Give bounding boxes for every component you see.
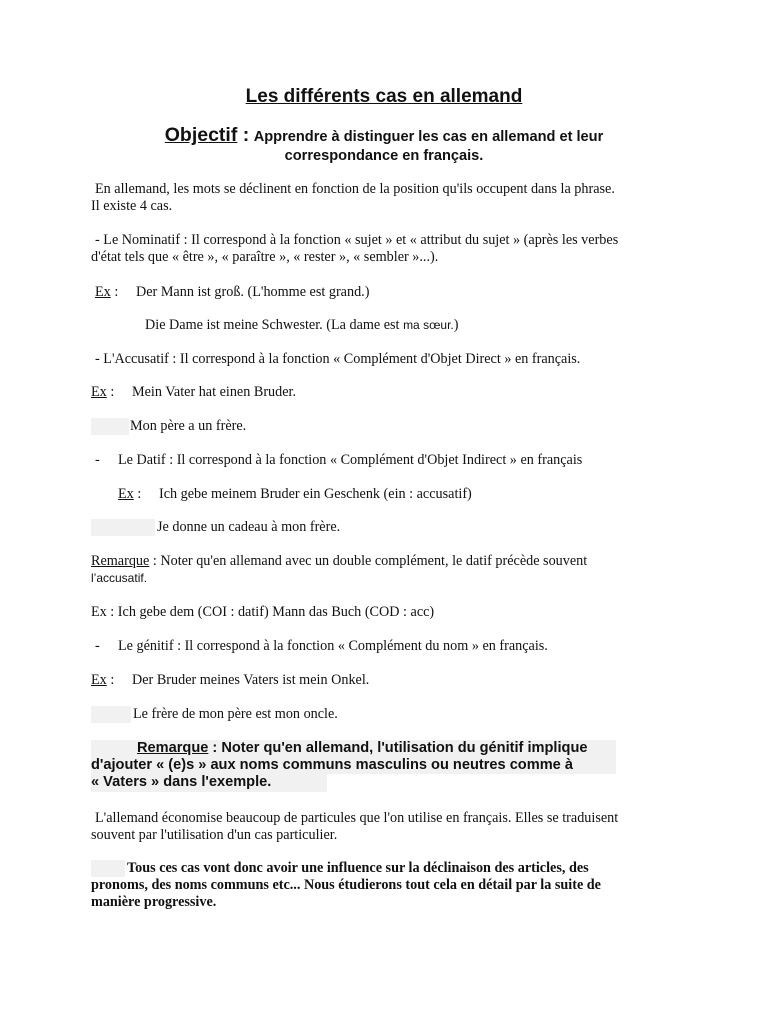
genitif-example-2: Le frère de mon père est mon oncle.	[133, 706, 338, 722]
genitif-dash: -	[95, 638, 100, 654]
ex-label: Ex	[95, 284, 111, 300]
ex-label: Ex	[91, 384, 107, 400]
objective-line-1	[0, 124, 768, 147]
genitif-example-1: Der Bruder meines Vaters ist mein Onkel.	[132, 672, 370, 688]
accusatif-example-2: Mon père a un frère.	[130, 418, 247, 434]
accusatif-line: - L'Accusatif : Il correspond à la fonction « Complément d'Objet Direct » en français.	[95, 351, 581, 367]
remarque-2-line-1	[91, 740, 631, 757]
nominatif-example-2-close: )	[453, 317, 459, 333]
nominatif-line-2: d'état tels que « être », « paraître », « rester », « sembler »...).	[91, 249, 439, 265]
datif-example-label	[118, 486, 141, 503]
accusatif-example-1: Mein Vater hat einen Bruder.	[132, 384, 297, 400]
indent-shade	[91, 860, 125, 877]
objective-colon: :	[237, 124, 250, 146]
ex-colon: :	[106, 384, 115, 400]
genitif-example-label	[91, 672, 114, 689]
nominatif-line-1: - Le Nominatif : Il correspond à la fonction « sujet » et « attribut du sujet » (après les verbes	[95, 232, 619, 248]
remarque-2-line-2: d'ajouter « (e)s » aux noms communs masculins ou neutres comme à	[91, 757, 573, 773]
page-title: Les différents cas en allemand	[245, 86, 523, 107]
indent-shade	[91, 519, 155, 536]
ex-colon: :	[110, 284, 119, 300]
nominatif-example-1: Der Mann ist groß. (L'homme est grand.)	[136, 284, 370, 300]
conclusion-line-2: pronoms, des noms communs etc... Nous étudierons tout cela en détail par la suite de	[91, 877, 601, 893]
remarque-1-label: Remarque	[91, 553, 150, 569]
ex-colon: :	[106, 672, 115, 688]
intro-line-1: En allemand, les mots se déclinent en fonction de la position qu'ils occupent dans la phrase.	[95, 181, 615, 197]
remarque-1-line-2: l’accusatif.	[91, 571, 148, 585]
genitif-line: Le génitif : Il correspond à la fonction « Complément du nom » en français.	[118, 638, 548, 654]
ex-label: Ex	[118, 486, 134, 502]
objective-text-1: Apprendre à distinguer les cas en allemand et leur	[253, 129, 604, 145]
double-complement-example: Ex : Ich gebe dem (COI : datif) Mann das Buch (COD : acc)	[91, 604, 435, 620]
datif-example-1: Ich gebe meinem Bruder ein Geschenk (ein : accusatif)	[159, 486, 472, 502]
accusatif-example-label	[91, 384, 114, 401]
nominatif-example-2-tail: ma sœur.	[403, 318, 454, 332]
nominatif-example-2-main: Die Dame ist meine Schwester. (La dame est	[145, 317, 400, 333]
particles-line-1: L'allemand économise beaucoup de particules que l'on utilise en français. Elles se traduisent	[95, 810, 619, 826]
remarque-1-line-1	[91, 553, 587, 570]
remarque-1-text: : Noter qu'en allemand avec un double complément, le datif précède souvent	[149, 553, 588, 569]
conclusion-line-1: Tous ces cas vont donc avoir une influence sur la déclinaison des articles, des	[127, 860, 589, 876]
remarque-2-label: Remarque	[137, 740, 209, 756]
conclusion-line-3: manière progressive.	[91, 894, 217, 910]
nominatif-example-label	[95, 284, 118, 301]
objective-text-2: correspondance en français.	[284, 148, 484, 164]
remarque-2-text-1: : Noter qu'en allemand, l'utilisation du génitif implique	[208, 740, 588, 756]
datif-example-2: Je donne un cadeau à mon frère.	[157, 519, 341, 535]
remarque-2	[91, 740, 631, 791]
particles-line-2: souvent par l'utilisation d'un cas particulier.	[91, 827, 338, 843]
ex-label: Ex	[91, 672, 107, 688]
objective-label: Objectif	[164, 124, 238, 146]
indent-shade	[91, 418, 129, 435]
indent-shade	[91, 706, 131, 723]
intro-line-2: Il existe 4 cas.	[91, 198, 173, 214]
ex-colon: :	[133, 486, 142, 502]
datif-dash: -	[95, 452, 100, 468]
nominatif-example-2	[145, 317, 458, 334]
remarque-2-line-3: « Vaters » dans l'exemple.	[91, 774, 272, 790]
datif-line: Le Datif : Il correspond à la fonction « Complément d'Objet Indirect » en français	[118, 452, 583, 468]
